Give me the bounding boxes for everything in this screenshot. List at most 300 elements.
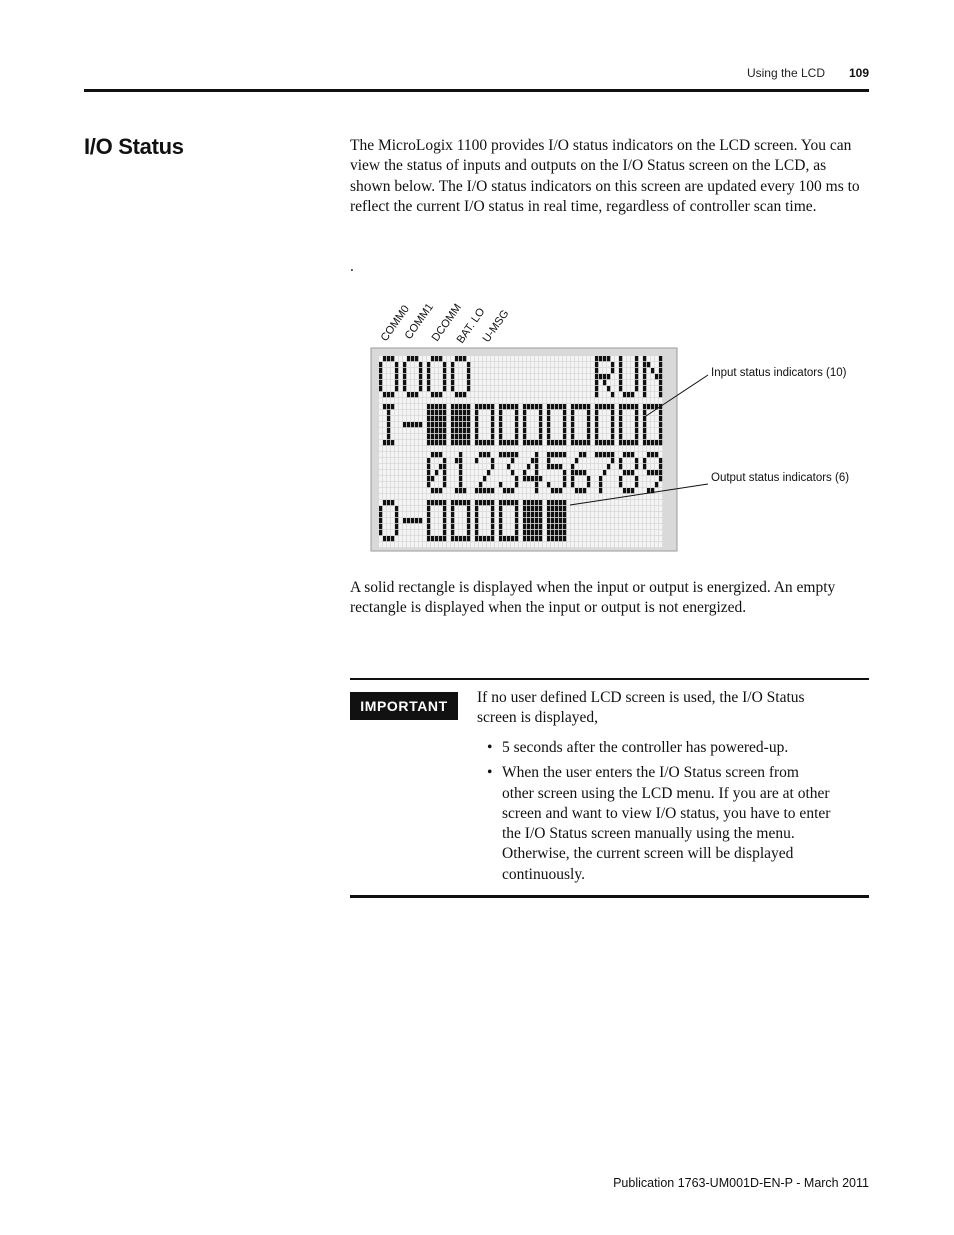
lcd-pixel-off [627, 356, 630, 361]
lcd-pixel-on [439, 392, 442, 397]
lcd-pixel-on [459, 404, 462, 409]
lcd-pixel-off [551, 542, 554, 547]
lcd-pixel-off [595, 494, 598, 499]
lcd-pixel-on [527, 536, 530, 541]
lcd-pixel-off [439, 380, 442, 385]
lcd-pixel-off [579, 512, 582, 517]
lcd-pixel-off [551, 362, 554, 367]
lcd-pixel-on [483, 536, 486, 541]
lcd-pixel-off [551, 398, 554, 403]
lcd-pixel-off [451, 452, 454, 457]
lcd-pixel-off [491, 386, 494, 391]
lcd-pixel-off [543, 470, 546, 475]
lcd-pixel-on [435, 488, 438, 493]
lcd-pixel-off [499, 542, 502, 547]
lcd-pixel-off [535, 416, 538, 421]
lcd-pixel-off [659, 542, 662, 547]
lcd-pixel-off [455, 476, 458, 481]
lcd-pixel-off [403, 440, 406, 445]
lcd-pixel-off [379, 488, 382, 493]
lcd-pixel-on [491, 404, 494, 409]
lcd-pixel-on [427, 518, 430, 523]
lcd-pixel-off [547, 446, 550, 451]
lcd-pixel-off [419, 398, 422, 403]
lcd-pixel-on [635, 422, 638, 427]
lcd-pixel-off [515, 392, 518, 397]
lcd-pixel-on [555, 506, 558, 511]
lcd-pixel-off [551, 428, 554, 433]
lcd-pixel-off [407, 488, 410, 493]
lcd-pixel-off [411, 410, 414, 415]
lcd-pixel-on [563, 434, 566, 439]
lcd-pixel-off [619, 542, 622, 547]
lcd-pixel-on [603, 452, 606, 457]
lcd-pixel-off [611, 476, 614, 481]
lcd-pixel-off [559, 398, 562, 403]
lcd-pixel-off [443, 452, 446, 457]
lcd-pixel-on [387, 536, 390, 541]
lcd-pixel-on [431, 356, 434, 361]
lcd-pixel-off [615, 398, 618, 403]
lcd-pixel-off [455, 398, 458, 403]
lcd-pixel-on [435, 500, 438, 505]
lcd-pixel-off [403, 530, 406, 535]
lcd-pixel-off [483, 410, 486, 415]
lcd-pixel-off [399, 458, 402, 463]
lcd-pixel-on [511, 470, 514, 475]
lcd-pixel-off [559, 482, 562, 487]
lcd-pixel-off [471, 428, 474, 433]
lcd-pixel-off [623, 518, 626, 523]
lcd-pixel-on [551, 488, 554, 493]
lcd-pixel-off [587, 386, 590, 391]
lcd-pixel-on [515, 440, 518, 445]
lcd-pixel-off [415, 416, 418, 421]
lcd-pixel-off [547, 380, 550, 385]
lcd-pixel-on [491, 530, 494, 535]
lcd-pixel-on [459, 482, 462, 487]
lcd-pixel-off [559, 380, 562, 385]
lcd-pixel-off [411, 440, 414, 445]
lcd-pixel-on [439, 434, 442, 439]
lcd-pixel-off [615, 446, 618, 451]
lcd-pixel-off [439, 494, 442, 499]
lcd-pixel-off [395, 416, 398, 421]
lcd-pixel-off [523, 482, 526, 487]
lcd-pixel-off [539, 398, 542, 403]
lcd-pixel-off [547, 398, 550, 403]
lcd-pixel-off [403, 410, 406, 415]
lcd-pixel-off [607, 392, 610, 397]
lcd-pixel-on [547, 506, 550, 511]
lcd-pixel-off [535, 368, 538, 373]
lcd-pixel-off [571, 530, 574, 535]
lcd-pixel-off [391, 386, 394, 391]
lcd-pixel-off [651, 428, 654, 433]
lcd-pixel-off [487, 446, 490, 451]
lcd-pixel-off [519, 536, 522, 541]
lcd-pixel-on [635, 482, 638, 487]
lcd-pixel-off [403, 494, 406, 499]
lcd-pixel-on [411, 422, 414, 427]
lcd-pixel-off [631, 464, 634, 469]
lcd-pixel-on [643, 368, 646, 373]
lcd-pixel-off [479, 506, 482, 511]
lcd-pixel-off [471, 452, 474, 457]
lcd-pixel-off [575, 392, 578, 397]
lcd-pixel-on [395, 512, 398, 517]
lcd-pixel-off [431, 464, 434, 469]
lcd-pixel-off [535, 398, 538, 403]
lcd-pixel-off [499, 392, 502, 397]
lcd-pixel-off [599, 422, 602, 427]
lcd-pixel-on [659, 416, 662, 421]
lcd-pixel-off [607, 512, 610, 517]
lcd-pixel-off [495, 512, 498, 517]
list-item [487, 763, 832, 885]
lcd-pixel-off [647, 506, 650, 511]
lcd-pixel-off [383, 518, 386, 523]
lcd-pixel-off [415, 410, 418, 415]
lcd-pixel-off [623, 500, 626, 505]
lcd-pixel-on [539, 530, 542, 535]
lcd-pixel-on [635, 380, 638, 385]
lcd-pixel-off [463, 482, 466, 487]
lcd-pixel-off [571, 458, 574, 463]
lcd-pixel-off [591, 434, 594, 439]
lcd-pixel-off [559, 416, 562, 421]
lcd-pixel-off [439, 482, 442, 487]
lcd-pixel-off [463, 398, 466, 403]
section-title: I/O Status [84, 134, 184, 159]
lcd-pixel-off [471, 416, 474, 421]
lcd-pixel-off [551, 482, 554, 487]
lcd-pixel-off [603, 464, 606, 469]
lcd-pixel-off [543, 524, 546, 529]
lcd-pixel-off [499, 494, 502, 499]
lcd-pixel-on [499, 518, 502, 523]
lcd-pixel-off [415, 536, 418, 541]
lcd-pixel-off [583, 392, 586, 397]
lcd-pixel-off [607, 542, 610, 547]
lcd-pixel-off [383, 446, 386, 451]
lcd-pixel-off [543, 476, 546, 481]
lcd-pixel-on [559, 506, 562, 511]
lcd-pixel-on [627, 452, 630, 457]
lcd-pixel-off [603, 368, 606, 373]
lcd-pixel-on [523, 476, 526, 481]
lcd-pixel-off [447, 416, 450, 421]
lcd-pixel-off [499, 476, 502, 481]
lcd-pixel-off [623, 530, 626, 535]
lcd-pixel-off [607, 422, 610, 427]
lcd-pixel-off [619, 488, 622, 493]
lcd-pixel-off [399, 392, 402, 397]
lcd-pixel-off [399, 404, 402, 409]
lcd-pixel-off [383, 470, 386, 475]
lcd-pixel-on [383, 404, 386, 409]
lcd-pixel-off [635, 542, 638, 547]
lcd-pixel-on [411, 392, 414, 397]
lcd-pixel-off [651, 518, 654, 523]
lcd-pixel-off [411, 398, 414, 403]
lcd-pixel-on [511, 536, 514, 541]
lcd-pixel-off [519, 380, 522, 385]
lcd-pixel-on [659, 428, 662, 433]
lcd-pixel-off [455, 518, 458, 523]
lcd-pixel-on [491, 440, 494, 445]
lcd-pixel-off [387, 494, 390, 499]
lcd-pixel-on [507, 488, 510, 493]
lcd-pixel-off [543, 422, 546, 427]
lcd-pixel-on [607, 404, 610, 409]
lcd-pixel-off [495, 398, 498, 403]
lcd-pixel-off [495, 500, 498, 505]
lcd-pixel-off [515, 470, 518, 475]
lcd-pixel-on [415, 356, 418, 361]
lcd-pixel-off [383, 398, 386, 403]
lcd-pixel-on [559, 530, 562, 535]
lcd-pixel-off [487, 476, 490, 481]
lcd-pixel-off [423, 380, 426, 385]
lcd-pixel-on [539, 512, 542, 517]
lcd-pixel-off [535, 410, 538, 415]
lcd-pixel-off [651, 380, 654, 385]
lcd-pixel-on [651, 368, 654, 373]
lcd-pixel-off [575, 524, 578, 529]
lcd-pixel-off [487, 482, 490, 487]
lcd-pixel-off [467, 446, 470, 451]
lcd-pixel-off [591, 362, 594, 367]
lcd-pixel-off [603, 362, 606, 367]
lcd-pixel-off [595, 536, 598, 541]
lcd-pixel-off [523, 494, 526, 499]
lcd-pixel-on [403, 518, 406, 523]
lcd-pixel-off [655, 500, 658, 505]
lcd-pixel-on [467, 404, 470, 409]
lcd-pixel-off [423, 434, 426, 439]
lcd-pixel-off [399, 536, 402, 541]
lcd-pixel-off [395, 440, 398, 445]
lcd-pixel-off [507, 458, 510, 463]
lcd-pixel-off [431, 458, 434, 463]
lcd-pixel-off [563, 380, 566, 385]
lcd-pixel-off [615, 536, 618, 541]
lcd-pixel-off [503, 524, 506, 529]
lcd-pixel-off [523, 446, 526, 451]
lcd-pixel-on [391, 500, 394, 505]
lcd-pixel-off [583, 398, 586, 403]
lcd-pixel-off [531, 488, 534, 493]
lcd-pixel-on [407, 356, 410, 361]
lcd-pixel-on [379, 512, 382, 517]
lcd-pixel-off [535, 542, 538, 547]
lcd-pixel-off [495, 530, 498, 535]
lcd-pixel-off [455, 464, 458, 469]
lcd-pixel-on [535, 458, 538, 463]
lcd-pixel-off [507, 374, 510, 379]
lcd-pixel-off [651, 512, 654, 517]
lcd-pixel-off [615, 452, 618, 457]
lcd-pixel-off [387, 530, 390, 535]
lcd-pixel-off [459, 368, 462, 373]
lcd-pixel-on [427, 362, 430, 367]
lcd-pixel-off [399, 398, 402, 403]
lcd-pixel-off [583, 362, 586, 367]
lcd-pixel-off [407, 542, 410, 547]
lcd-pixel-on [531, 404, 534, 409]
lcd-pixel-on [435, 410, 438, 415]
lcd-pixel-off [395, 434, 398, 439]
lcd-pixel-off [531, 398, 534, 403]
lcd-pixel-off [527, 482, 530, 487]
lcd-pixel-off [399, 524, 402, 529]
lcd-pixel-off [483, 386, 486, 391]
lcd-pixel-off [583, 494, 586, 499]
lcd-pixel-on [611, 368, 614, 373]
lcd-pixel-on [427, 512, 430, 517]
lcd-pixel-off [655, 410, 658, 415]
lcd-pixel-on [427, 404, 430, 409]
lcd-pixel-off [579, 536, 582, 541]
lcd-pixel-off [511, 512, 514, 517]
lcd-pixel-off [495, 476, 498, 481]
lcd-pixel-off [507, 530, 510, 535]
lcd-pixel-off [567, 440, 570, 445]
lcd-pixel-on [515, 416, 518, 421]
lcd-pixel-off [491, 470, 494, 475]
lcd-pixel-on [599, 488, 602, 493]
lcd-pixel-off [555, 458, 558, 463]
lcd-pixel-off [591, 482, 594, 487]
lcd-pixel-on [507, 440, 510, 445]
lcd-pixel-off [639, 446, 642, 451]
lcd-pixel-off [475, 392, 478, 397]
lcd-pixel-off [475, 452, 478, 457]
lcd-pixel-off [479, 416, 482, 421]
lcd-pixel-on [515, 530, 518, 535]
lcd-pixel-on [531, 440, 534, 445]
lcd-pixel-off [511, 524, 514, 529]
lcd-pixel-on [499, 422, 502, 427]
lcd-pixel-off [611, 374, 614, 379]
lcd-pixel-off [391, 452, 394, 457]
lcd-pixel-off [403, 452, 406, 457]
lcd-pixel-off [543, 500, 546, 505]
lcd-pixel-off [615, 458, 618, 463]
lcd-pixel-off [639, 410, 642, 415]
lcd-pixel-on [659, 458, 662, 463]
lcd-pixel-on [439, 536, 442, 541]
lcd-pixel-off [471, 482, 474, 487]
lcd-pixel-off [583, 410, 586, 415]
lcd-pixel-off [403, 428, 406, 433]
lcd-pixel-on [611, 458, 614, 463]
lcd-pixel-on [387, 356, 390, 361]
lcd-pixel-on [483, 404, 486, 409]
lcd-pixel-on [551, 500, 554, 505]
lcd-pixel-on [459, 356, 462, 361]
lcd-pixel-off [471, 494, 474, 499]
lcd-pixel-off [595, 446, 598, 451]
lcd-pixel-off [635, 470, 638, 475]
lcd-pixel-on [655, 482, 658, 487]
lcd-pixel-off [551, 386, 554, 391]
lcd-pixel-on [431, 428, 434, 433]
lcd-pixel-on [467, 428, 470, 433]
lcd-pixel-off [519, 356, 522, 361]
lcd-pixel-off [423, 518, 426, 523]
lcd-pixel-off [575, 398, 578, 403]
lcd-pixel-off [479, 368, 482, 373]
lcd-pixel-on [451, 386, 454, 391]
lcd-pixel-off [475, 386, 478, 391]
lcd-pixel-on [511, 452, 514, 457]
lcd-pixel-off [475, 464, 478, 469]
lcd-pixel-off [659, 512, 662, 517]
lcd-pixel-off [403, 506, 406, 511]
lcd-pixel-off [427, 398, 430, 403]
lcd-pixel-off [415, 440, 418, 445]
lcd-pixel-off [579, 362, 582, 367]
lcd-pixel-off [415, 512, 418, 517]
lcd-pixel-off [531, 446, 534, 451]
lcd-pixel-on [619, 410, 622, 415]
lcd-pixel-on [395, 380, 398, 385]
lcd-pixel-off [415, 452, 418, 457]
lcd-pixel-on [563, 404, 566, 409]
lcd-pixel-off [615, 416, 618, 421]
lcd-pixel-off [391, 374, 394, 379]
lcd-pixel-on [459, 536, 462, 541]
lcd-pixel-off [567, 416, 570, 421]
lcd-pixel-off [383, 380, 386, 385]
lcd-pixel-on [451, 530, 454, 535]
lcd-pixel-off [547, 368, 550, 373]
lcd-pixel-off [519, 386, 522, 391]
lcd-pixel-off [503, 374, 506, 379]
lcd-pixel-off [431, 494, 434, 499]
lcd-pixel-off [491, 542, 494, 547]
lcd-pixel-off [563, 458, 566, 463]
lcd-pixel-off [411, 458, 414, 463]
lcd-pixel-on [431, 440, 434, 445]
lcd-pixel-on [499, 536, 502, 541]
lcd-pixel-on [635, 356, 638, 361]
lcd-pixel-off [399, 368, 402, 373]
lcd-pixel-on [451, 500, 454, 505]
lcd-pixel-off [575, 380, 578, 385]
lcd-pixel-off [535, 362, 538, 367]
lcd-pixel-off [619, 470, 622, 475]
lcd-pixel-on [523, 512, 526, 517]
lcd-pixel-off [587, 524, 590, 529]
lcd-pixel-off [475, 446, 478, 451]
lcd-pixel-on [443, 530, 446, 535]
lcd-pixel-off [403, 392, 406, 397]
lcd-pixel-off [579, 476, 582, 481]
lcd-pixel-on [419, 422, 422, 427]
lcd-pixel-off [407, 446, 410, 451]
lcd-pixel-off [447, 464, 450, 469]
lcd-pixel-on [451, 428, 454, 433]
lcd-pixel-off [599, 410, 602, 415]
lcd-pixel-on [579, 452, 582, 457]
lcd-pixel-off [483, 542, 486, 547]
lcd-pixel-off [615, 524, 618, 529]
lcd-pixel-off [411, 524, 414, 529]
lcd-pixel-off [647, 446, 650, 451]
